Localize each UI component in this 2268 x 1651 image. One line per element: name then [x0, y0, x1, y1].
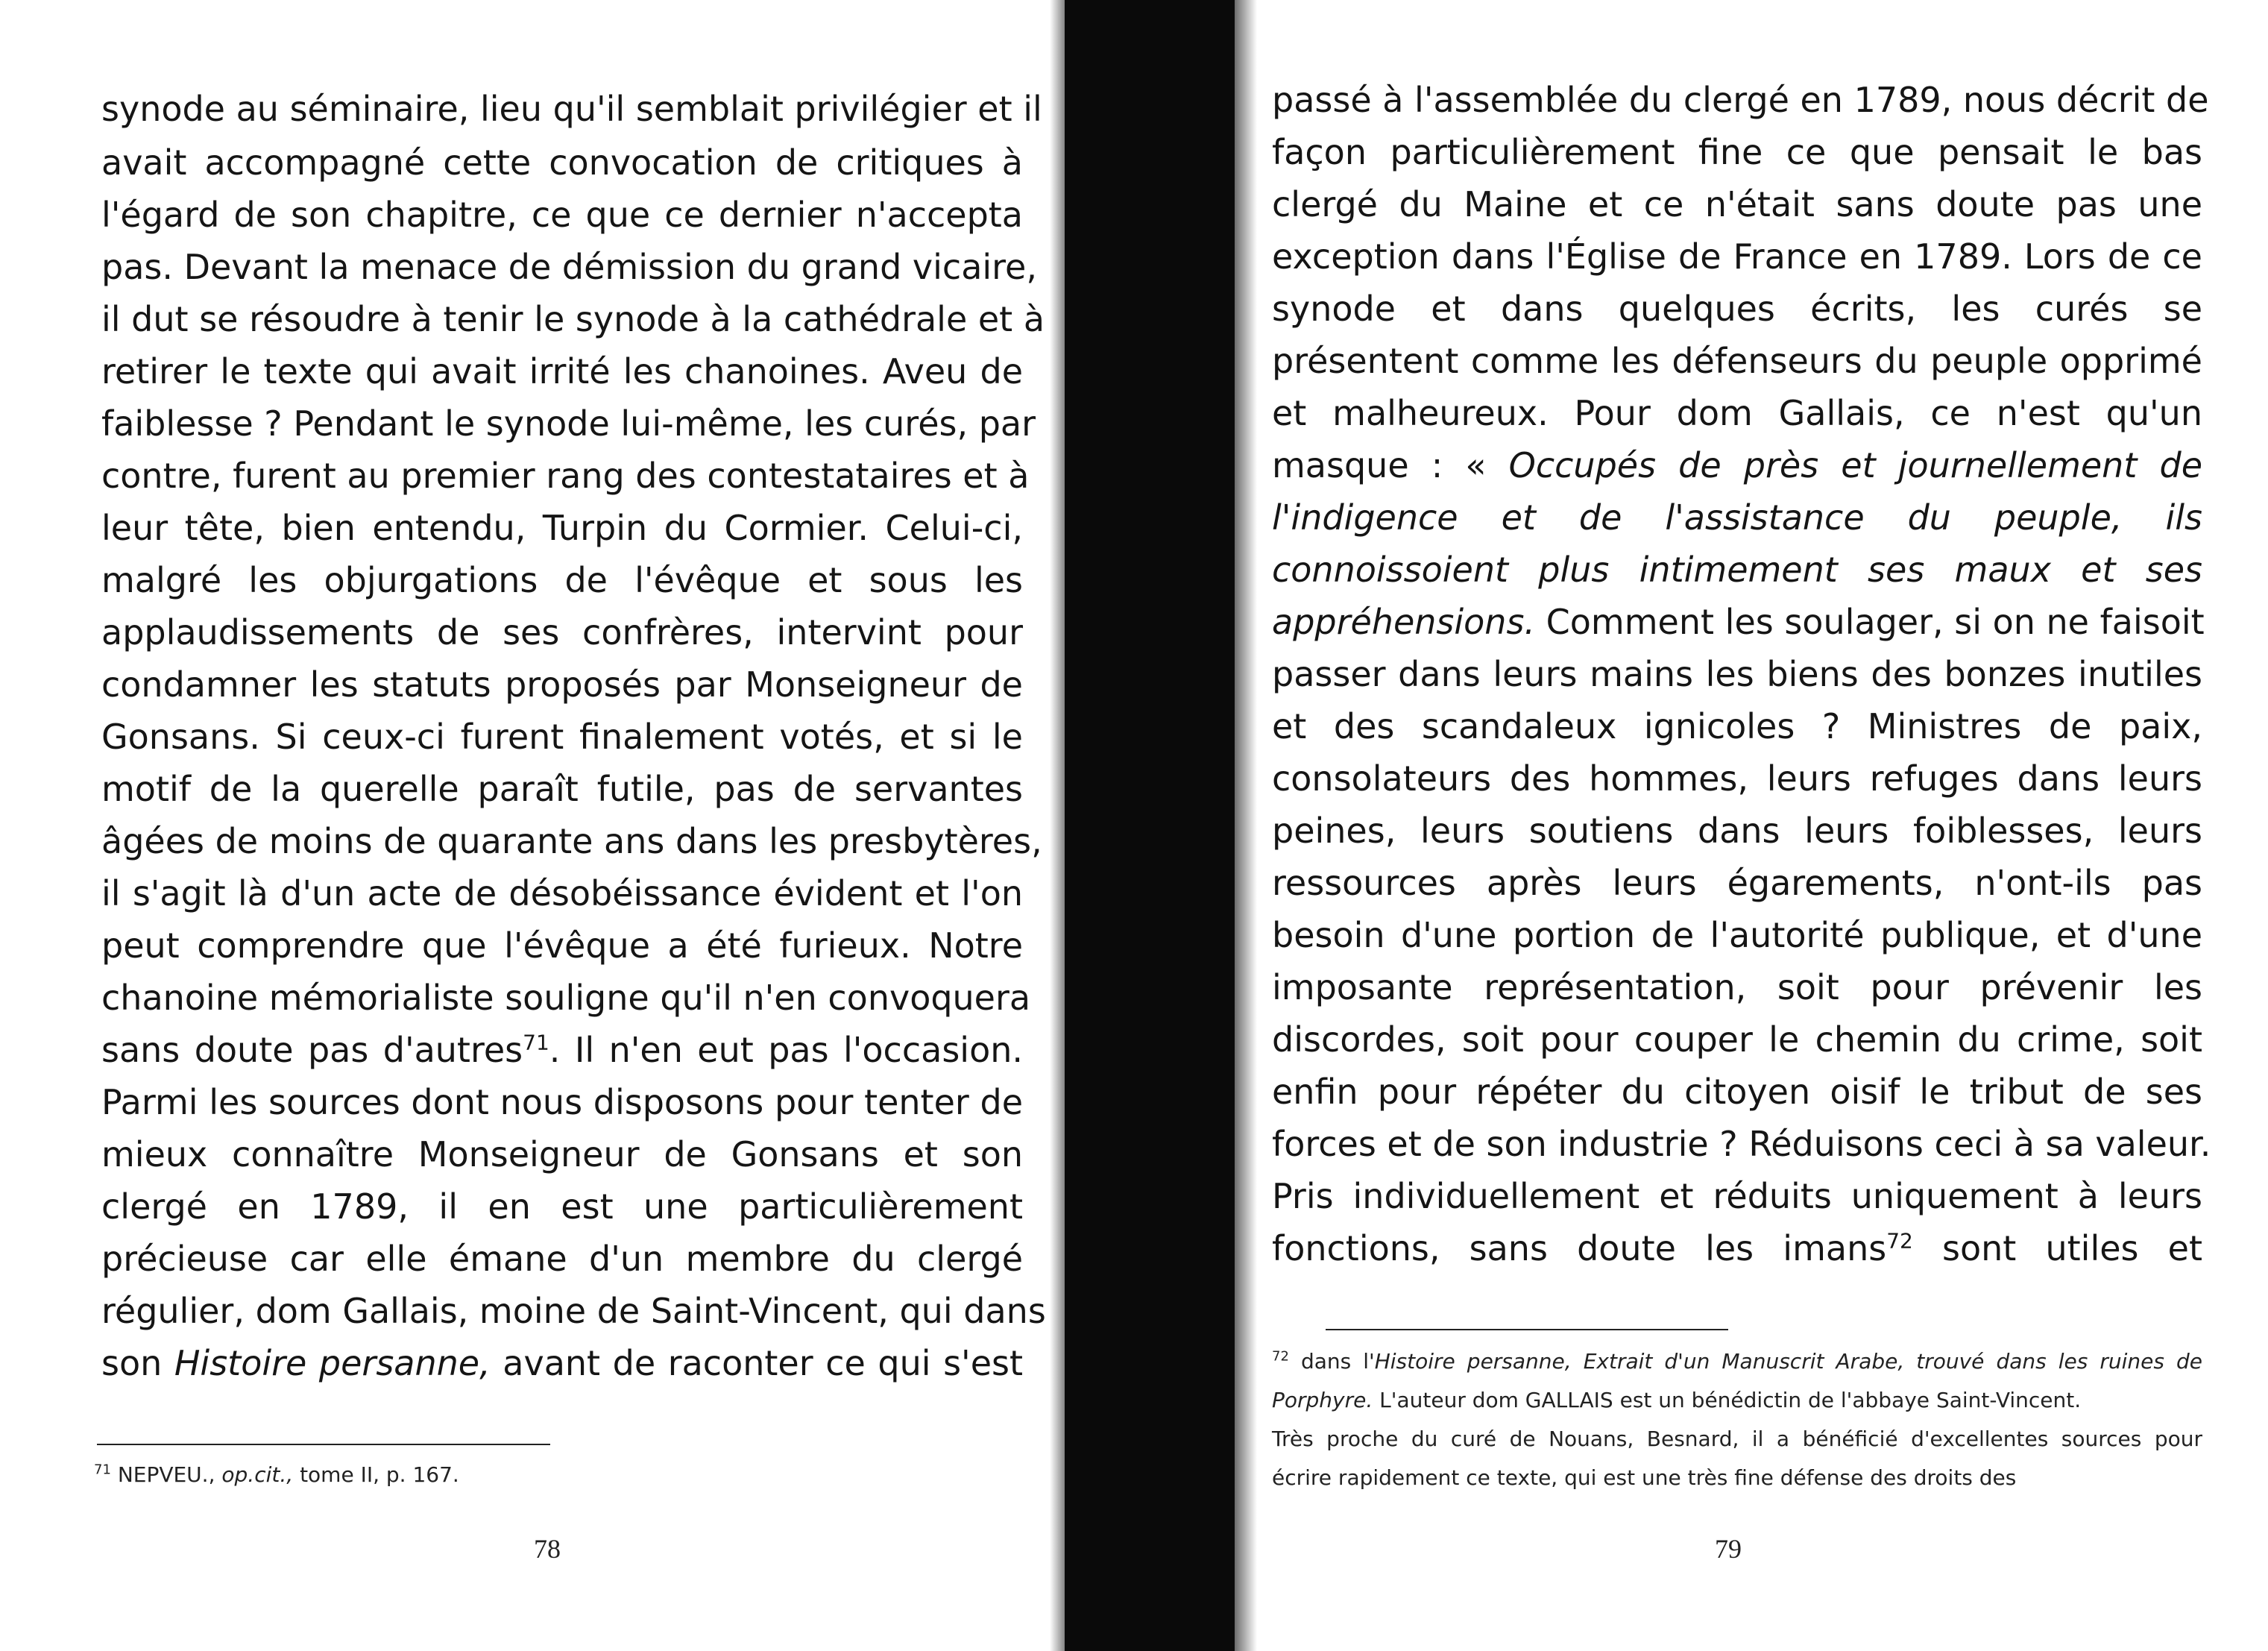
text-line: faiblesse ? Pendant le synode lui-même, les curés, par	[101, 403, 1036, 444]
text-line: régulier, dom Gallais, moine de Saint-Vincent, qui dans	[101, 1291, 1046, 1331]
text-line: Gonsans. Si ceux-ci furent finalement votés, et si le	[101, 717, 1023, 757]
text-line	[1272, 492, 2202, 543]
page-number: 78	[534, 1534, 561, 1564]
text-line: présentent comme les défenseurs du peuple opprimé	[1272, 341, 2202, 381]
text-line: peines, leurs soutiens dans leurs foiblesses, leurs	[1272, 811, 2202, 851]
text-segment: L'auteur dom GALLAIS est un bénédictin de l'abbaye Saint-Vincent.	[1373, 1388, 2082, 1412]
text-line: âgées de moins de quarante ans dans les presbytères,	[101, 821, 1042, 861]
footnote-line: écrire rapidement ce texte, qui est une très fine défense des droits des	[1272, 1465, 2017, 1490]
footnote-line: Très proche du curé de Nouans, Besnard, il a bénéficié d'excellentes sources pour	[1272, 1427, 2202, 1451]
quotation: connoissoient plus intimement ses maux et ses	[1272, 550, 2202, 590]
text-line: retirer le texte qui avait irrité les chanoines. Aveu de	[101, 351, 1023, 391]
text-line: il s'agit là d'un acte de désobéissance évident et l'on	[101, 873, 1023, 913]
text-segment: fonctions, sans doute les imans	[1272, 1228, 1887, 1268]
text-segment: sont utiles et	[1912, 1228, 2202, 1268]
footnote-number: 72	[1272, 1348, 1289, 1365]
text-line: avait accompagné cette convocation de critiques à	[101, 142, 1023, 183]
text-line: applaudissements de ses confrères, intervint pour	[101, 612, 1023, 652]
text-line: mieux connaître Monseigneur de Gonsans et son	[101, 1134, 1023, 1174]
book-title: Histoire persanne, Extrait d'un Manuscrit Arabe, trouvé dans les ruines de	[1374, 1349, 2202, 1374]
text-line: contre, furent au premier rang des contestataires et à	[101, 456, 1030, 496]
text-line: il dut se résoudre à tenir le synode à la cathédrale et à	[101, 299, 1045, 339]
text-segment: sans doute pas d'autres	[101, 1030, 523, 1070]
footnote-author: NEPVEU.,	[117, 1462, 215, 1487]
text-line: peut comprendre que l'évêque a été furieux. Notre	[101, 925, 1023, 966]
footnote-separator	[97, 1444, 550, 1445]
text-line: l'égard de son chapitre, ce que ce dernier n'accepta	[101, 195, 1023, 235]
quotation: l'indigence et de l'assistance du peuple, ils	[1272, 497, 2202, 538]
footnote-ref[interactable]: 72	[1886, 1228, 1913, 1254]
text-line: et malheureux. Pour dom Gallais, ce n'est qu'un	[1272, 393, 2202, 433]
footnote-citation: op.cit.,	[221, 1462, 294, 1487]
text-segment: masque : «	[1272, 445, 1509, 485]
text-line: chanoine mémorialiste souligne qu'il n'en convoquera	[101, 978, 1031, 1018]
text-line	[1272, 440, 2202, 491]
text-line: consolateurs des hommes, leurs refuges dans leurs	[1272, 758, 2202, 799]
footnote-line	[1272, 1381, 2202, 1420]
book-title: Porphyre.	[1272, 1388, 1373, 1412]
text-segment: son	[101, 1343, 174, 1383]
text-line: clergé du Maine et ce n'était sans doute pas une	[1272, 184, 2202, 224]
book-title: Histoire persanne,	[174, 1343, 491, 1383]
text-segment: avant de raconter ce qui s'est	[490, 1343, 1023, 1383]
text-line: clergé en 1789, il en est une particulièrement	[101, 1186, 1023, 1227]
text-line: passé à l'assemblée du clergé en 1789, nous décrit de	[1272, 80, 2209, 120]
text-line: imposante représentation, soit pour prévenir les	[1272, 967, 2202, 1007]
text-segment: dans l'	[1300, 1349, 1375, 1374]
footnote-text: tome II, p. 167.	[300, 1462, 459, 1487]
text-line: leur tête, bien entendu, Turpin du Cormier. Celui-ci,	[101, 508, 1023, 548]
quotation: appréhensions.	[1272, 602, 1536, 642]
text-line: Parmi les sources dont nous disposons pour tenter de	[101, 1082, 1023, 1122]
text-line	[1272, 1223, 2202, 1274]
text-line: Pris individuellement et réduits uniquement à leurs	[1272, 1176, 2202, 1216]
footnote-line	[1272, 1342, 2202, 1381]
quotation: Occupés de près et journellement de	[1508, 445, 2202, 485]
text-line: précieuse car elle émane d'un membre du clergé	[101, 1239, 1023, 1279]
footnote	[94, 1456, 459, 1494]
text-line	[1272, 597, 2205, 647]
text-line: pas. Devant la menace de démission du grand vicaire,	[101, 247, 1037, 287]
left-page	[0, 0, 1059, 1651]
text-line: condamner les statuts proposés par Monseigneur de	[101, 664, 1023, 705]
text-line: ressources après leurs égarements, n'ont-ils pas	[1272, 863, 2202, 903]
text-line	[1272, 544, 2202, 595]
text-line: enfin pour répéter du citoyen oisif le tribut de ses	[1272, 1072, 2202, 1112]
book-gutter	[1065, 0, 1235, 1651]
footnote-number: 71	[94, 1462, 111, 1478]
footnote-ref[interactable]: 71	[523, 1030, 549, 1055]
text-line: discordes, soit pour couper le chemin du crime, soit	[1272, 1019, 2202, 1060]
text-segment: Comment les soulager, si on ne faisoit	[1535, 602, 2205, 642]
text-line: besoin d'une portion de l'autorité publique, et d'une	[1272, 915, 2202, 955]
text-line: synode et dans quelques écrits, les curés se	[1272, 289, 2202, 329]
text-line: passer dans leurs mains les biens des bonzes inutiles	[1272, 654, 2202, 694]
text-line: malgré les objurgations de l'évêque et sous les	[101, 560, 1023, 600]
text-segment: . Il n'en eut pas l'occasion.	[549, 1030, 1023, 1070]
text-line: forces et de son industrie ? Réduisons ceci à sa valeur.	[1272, 1124, 2211, 1164]
text-line	[101, 1338, 1023, 1389]
text-line: motif de la querelle paraît futile, pas de servantes	[101, 769, 1023, 809]
text-line	[101, 1025, 1023, 1075]
footnote-separator	[1326, 1329, 1728, 1330]
text-line: façon particulièrement fine ce que pensait le bas	[1272, 132, 2202, 172]
text-line: et des scandaleux ignicoles ? Ministres de paix,	[1272, 706, 2202, 746]
page-number: 79	[1715, 1534, 1742, 1564]
text-line: exception dans l'Église de France en 1789. Lors de ce	[1272, 236, 2202, 277]
text-line: synode au séminaire, lieu qu'il semblait privilégier et il	[101, 89, 1042, 129]
right-page	[1238, 0, 2268, 1651]
